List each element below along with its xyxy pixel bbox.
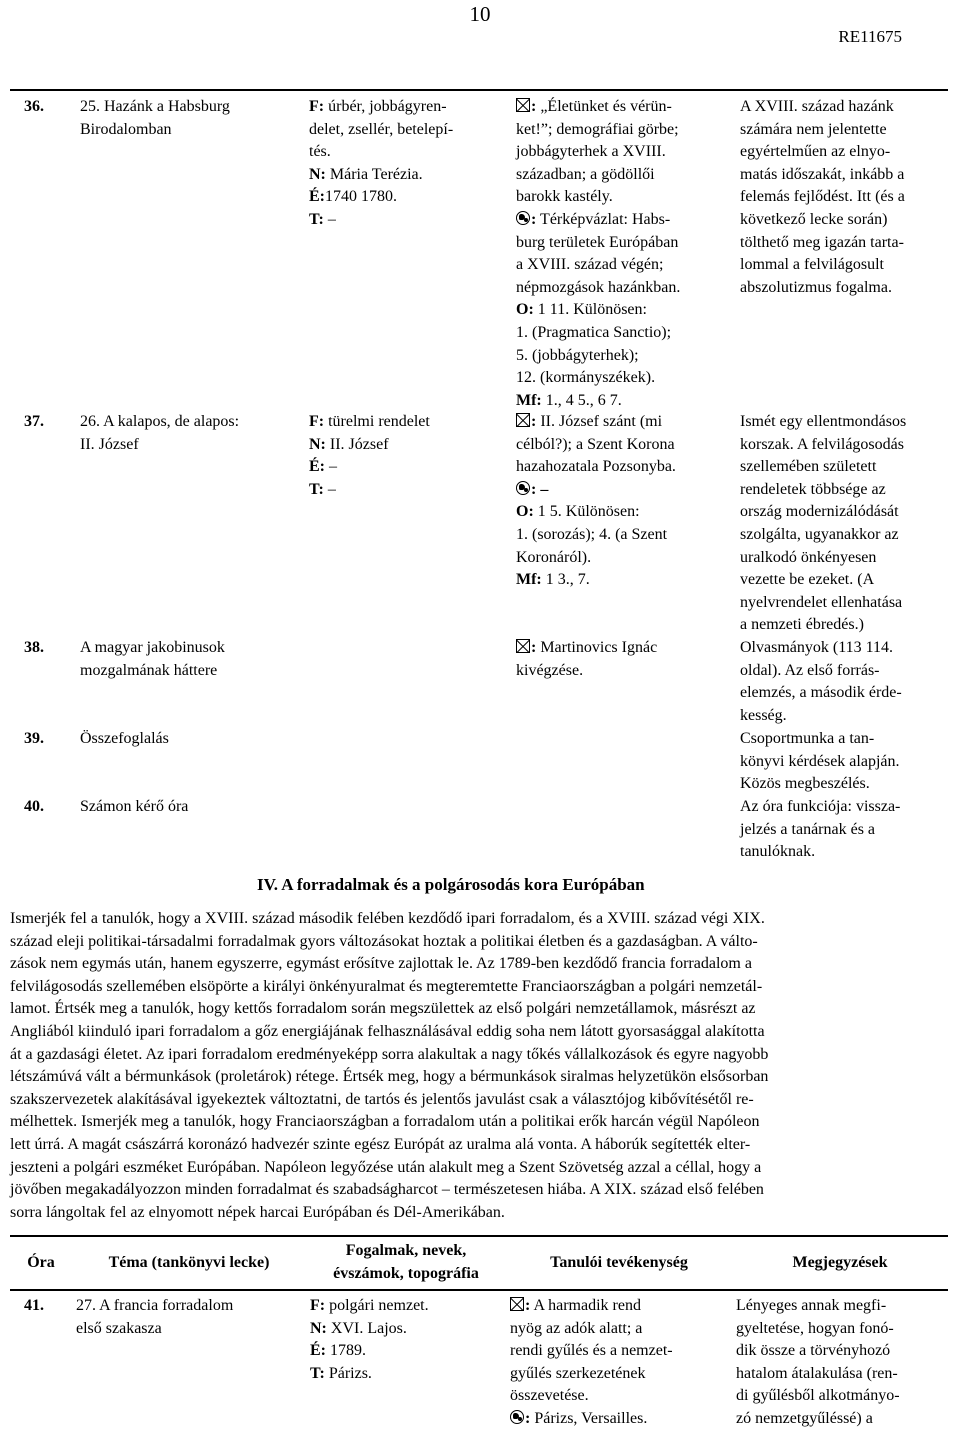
page-number: 10 [469, 2, 491, 26]
lesson-number: 40. [24, 798, 44, 815]
lesson-notes: A XVIII. század hazánk számára nem jelentette egyértelműen az elnyo- matás időszakát, inkább a felemás fejlődést. Itt (és a következő lecke során) tölthető meg igazán tarta- lommal a felvilágosult abszolutizmus fogalma. [740, 98, 905, 296]
section-title: IV. A forradalmak és a polgárosodás kora Európában [257, 875, 645, 894]
lesson-notes: Olvasmányok (113 114. oldal). Az első forrás- elemzés, a második érde- kesség. [740, 639, 902, 724]
student-activities: : Martinovics Ignác kivégzése. [516, 639, 658, 679]
lesson-topic: 25. Hazánk a Habsburg Birodalomban [80, 98, 230, 138]
lesson-number: 38. [24, 639, 44, 656]
lesson-notes: Lényeges annak megfi- gyeltetése, hogyan fonó- dik össze a törvényhozó hatalom átalakulása (ren- di gyűlésből alkotmányo- zó nemzetgyűléssé) a [736, 1297, 900, 1427]
lesson-notes: Az óra funkciója: vissza- jelzés a tanárnak és a tanulóknak. [740, 798, 901, 861]
lesson-number: 36. [24, 98, 44, 115]
table-row [10, 1290, 948, 1431]
header-notes: Megjegyzések [732, 1236, 948, 1290]
student-activities: : II. József szánt (mi célból?); a Szent Korona hazahozatala Pozsonyba. : – O: 1 5. Különösen: 1. (sorozás); 4. (a Szent Koronáról). Mf: 1 3., 7. [516, 413, 676, 589]
lesson-concepts: F: polgári nemzet. N: XVI. Lajos. É: 1789. T: Párizs. [310, 1297, 429, 1382]
header-concepts: Fogalmak, nevek, évszámok, topográfia [306, 1236, 506, 1290]
student-activities: : A harmadik rend nyög az adók alatt; a rendi gyűlés és a nemzet- gyűlés szerkezetének összevetése. : Párizs, Versailles. [510, 1297, 673, 1427]
box-icon [516, 639, 530, 653]
lesson-number: 39. [24, 730, 44, 747]
box-icon [510, 1297, 524, 1311]
lesson-topic: Összefoglalás [80, 730, 169, 747]
box-icon [516, 98, 530, 112]
section-paragraph: Ismerjék fel a tanulók, hogy a XVIII. század második felében kezdődő ipari forradalom, és a XVIII. század végi XIX. század eleji politikai-társadalmi forradalmak gyors változásokat hoztak a politikai életben és a gazdaságban. A válto- zások nem egymás után, hanem egyszerre, egymást erősítve zajlottak le. Az 1789-ben kezdődő francia forradalom a felvilágosodás szellemében elsöpörte a királyi önkényuralmat és megteremtette Franciaországban a polgári nemzetál- lamot. Értsék meg a tanulók, hogy kettős forradalom során megszülettek az első polgári nemzetállamok, másrészt az Angliából kiinduló ipari forradalom a gőz energiájának felhasználásával eddig soha nem látott gyorsasággal alakította át a gazdasági életet. Az ipari forradalom eredményeképp sorra alakultak a nagy tőkés vállalkozások és egyre nagyobb létszámúvá vált a bérmunkások (proletárok) rétege. Értsék meg, hogy a bérmunkások siralmas helyzetükön elsősorban szakszervezetek alakításával igyekeztek változtatni, de tartós és jelentős javulást csak a választójog kibővítésétől re- mélhettek. Ismerjék meg a tanulók, hogy Franciaországban a forradalom után a politikai erők harcán végül Napóleon lett úrrá. A magát császárrá koronázó hadvezér szinte egész Európát az uralma alá vonta. A háborúk segítették elter- jeszteni a polgári eszméket Európában. Napóleon legyőzése után alakult meg a Szent Szövetség azzal a céllal, hogy a jövőben megakadályozzon minden forradalmat és szabadságharcot – természetesen hiába. A XIX. század első felében sorra lángoltak fel az elnyomott népek harcai Európában és Dél-Amerikában. [10, 910, 769, 1221]
lesson-topic: 27. A francia forradalom első szakasza [76, 1297, 234, 1337]
header-activities: Tanulói tevékenység [506, 1236, 732, 1290]
globe-icon [516, 211, 530, 225]
student-activities: : „Életünket és vérün- ket!”; demográfiai görbe; jobbágyterhek a XVIII. században; a gödöllői barokk kastély. : Térképvázlat: Habs- burg területek Európában a XVIII. század végén; népmozgások hazánkban. O: 1 11. Különösen: 1. (Pragmatica Sanctio); 5. (jobbágyterhek); 12. (kormányszékek). Mf: 1., 4 5., 6 7. [516, 98, 681, 409]
lesson-topic: A magyar jakobinusok mozgalmának háttere [80, 639, 225, 679]
document-id: RE11675 [838, 27, 902, 46]
header-hour: Óra [10, 1236, 72, 1290]
lesson-number: 41. [24, 1297, 44, 1314]
lesson-number: 37. [24, 413, 44, 430]
lesson-notes: Csoportmunka a tan- könyvi kérdések alapján. Közös megbeszélés. [740, 730, 900, 793]
header-topic: Téma (tankönyvi lecke) [72, 1236, 306, 1290]
globe-icon [510, 1410, 524, 1424]
lesson-topic: Számon kérő óra [80, 798, 189, 815]
lesson-notes: Ismét egy ellentmondásos korszak. A felvilágosodás szellemében született rendeletek többsége az ország modernizálódását szolgálta, ugyanakkor az uralkodó önkényesen vezette be ezeket. (A nyelvrendelet ellenhatása a nemzeti ébredés.) [740, 413, 907, 634]
lesson-table [10, 1235, 948, 1431]
globe-icon [516, 481, 530, 495]
box-icon [516, 413, 530, 427]
lesson-concepts: F: türelmi rendelet N: II. József É: – T: – [309, 413, 430, 498]
lesson-topic: 26. A kalapos, de alapos: II. József [80, 413, 240, 453]
table-top-rule [10, 89, 948, 91]
lesson-concepts: F: úrbér, jobbágyren- delet, zsellér, betelepí- tés. N: Mária Terézia. É:1740 1780. T: – [309, 98, 454, 228]
